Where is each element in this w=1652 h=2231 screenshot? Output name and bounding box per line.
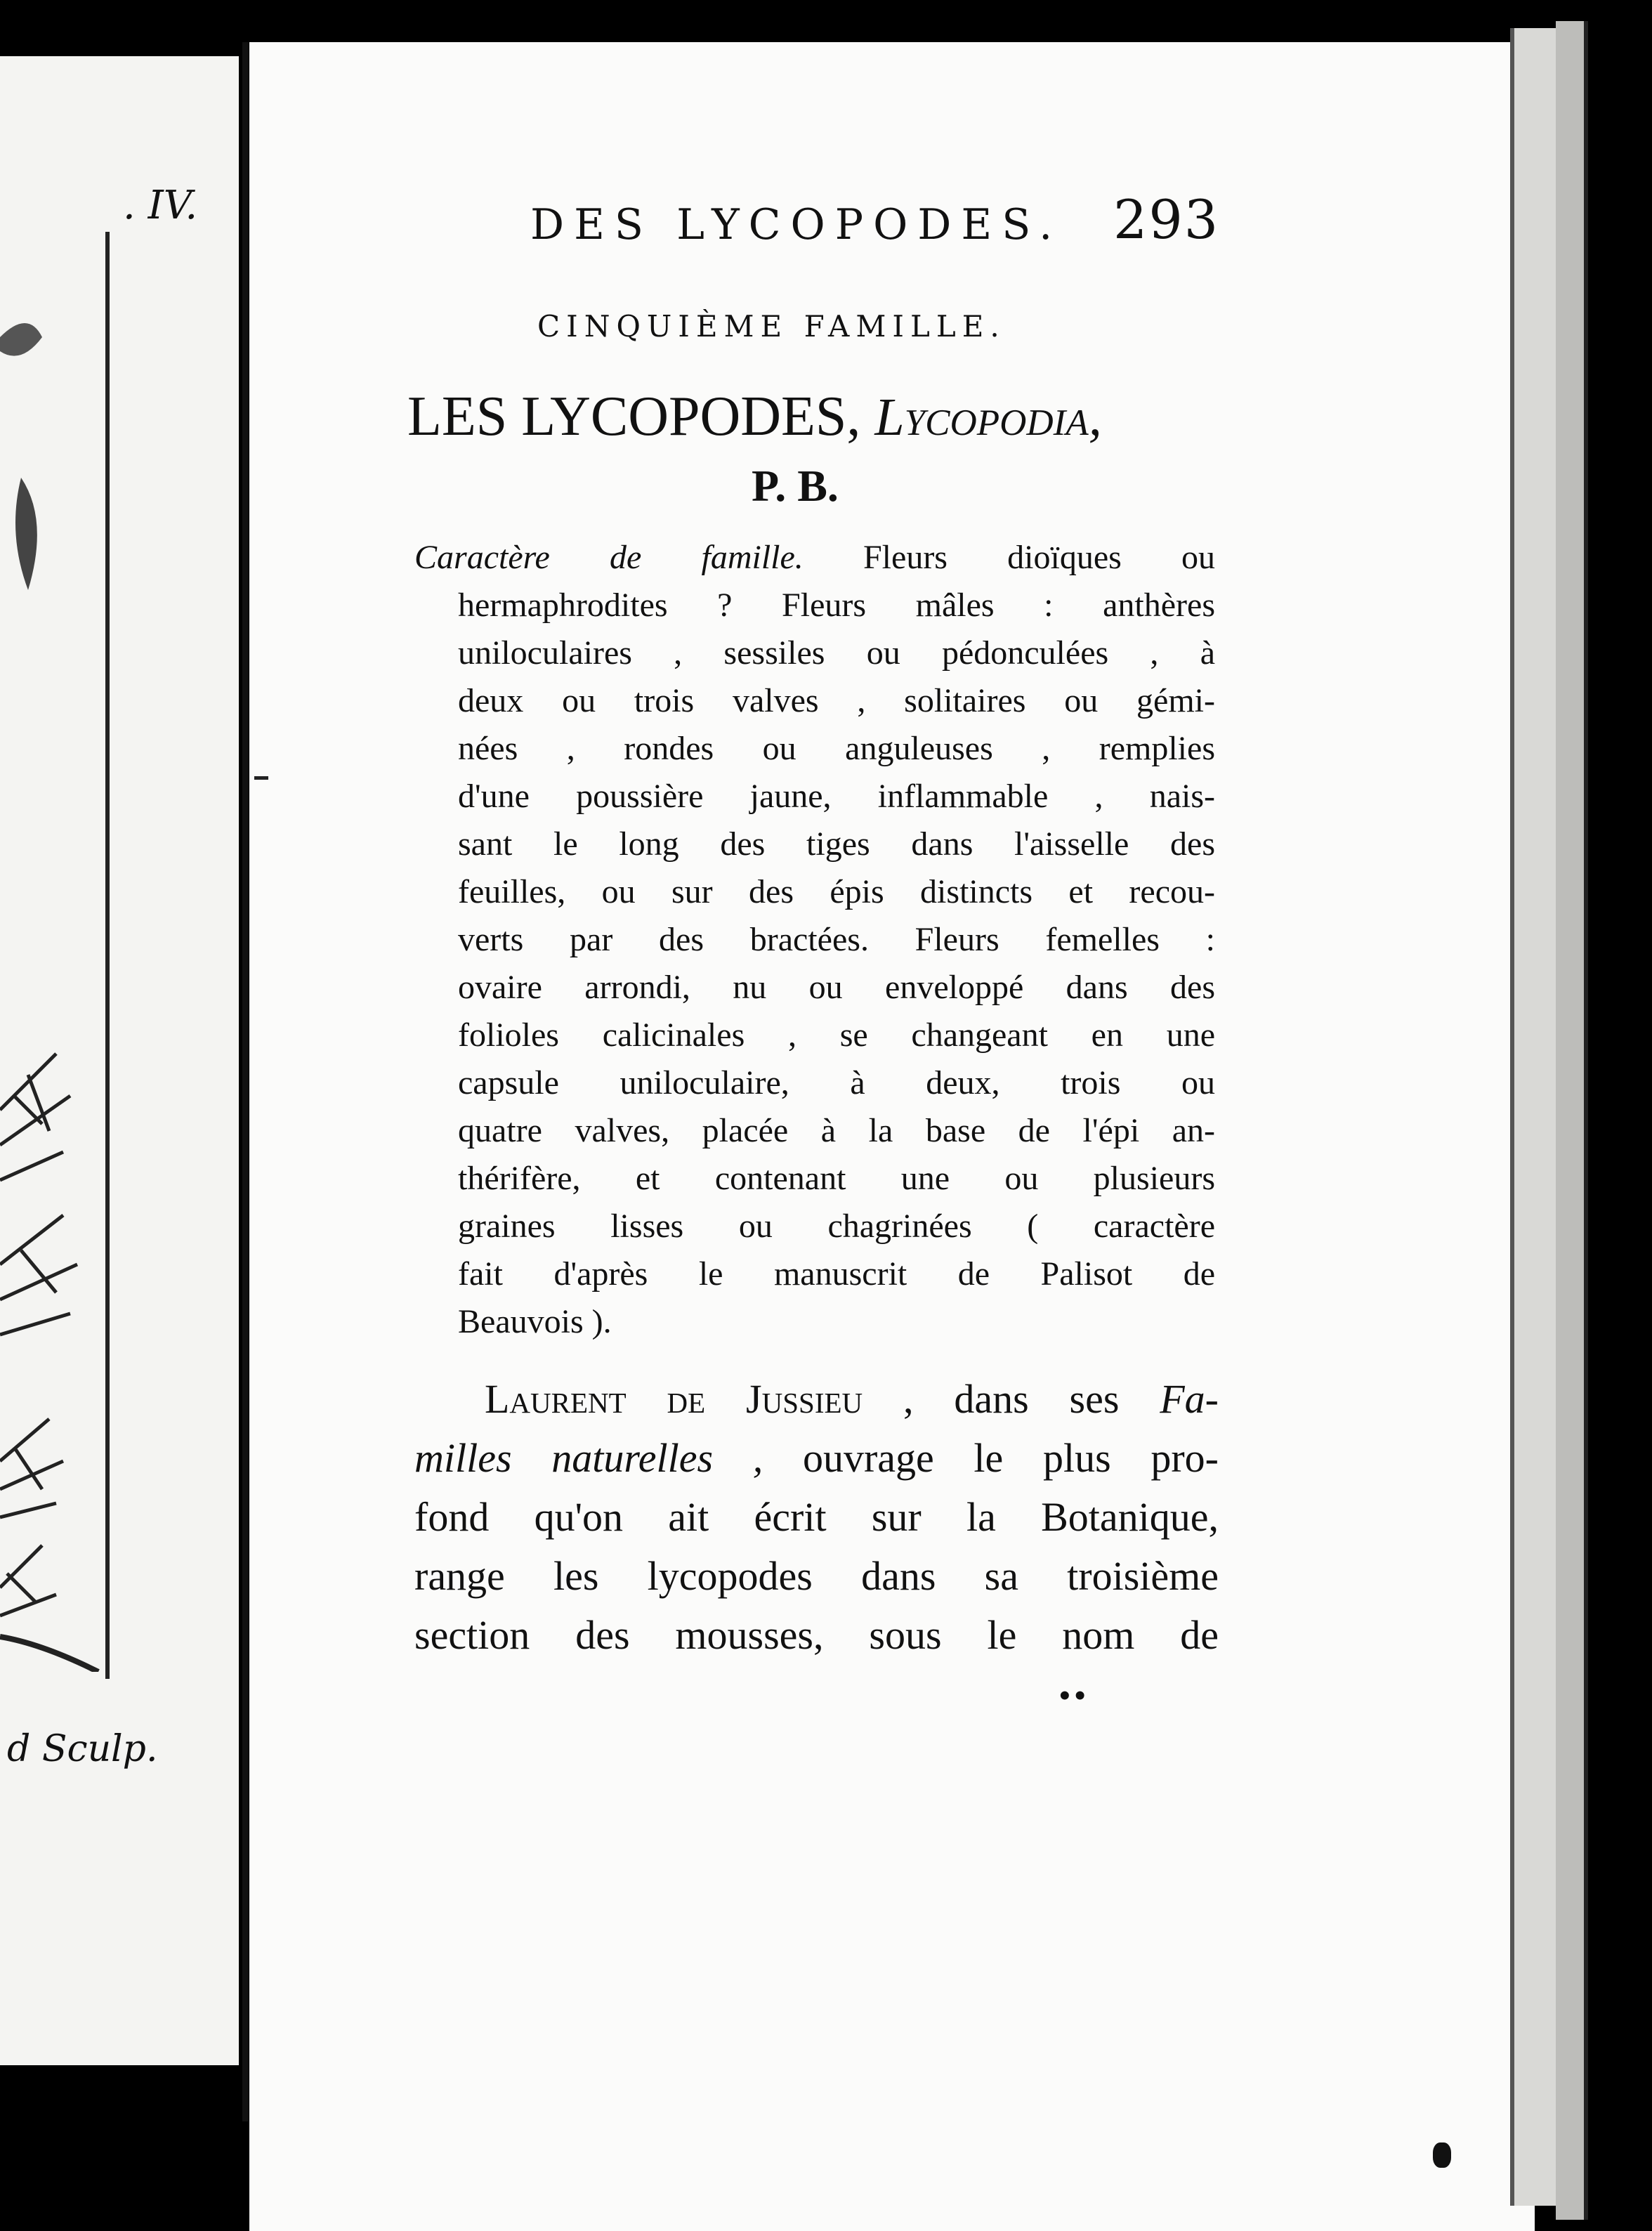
text-line: sant le long des tiges dans l'aisselle des — [458, 825, 1215, 863]
text-line: verts par des bractées. Fleurs femelles : — [458, 921, 1215, 958]
character-label: Caractère de famille. — [414, 539, 804, 576]
plate-number-label: . IV. — [123, 183, 198, 228]
text-line: milles naturelles , ouvrage le plus pro- — [414, 1435, 1219, 1481]
book-title-part: Fa- — [1160, 1376, 1219, 1422]
text-line: capsule uniloculaire, à deux, trois ou — [458, 1064, 1215, 1101]
book-title-part: milles naturelles , — [414, 1435, 763, 1481]
text-line: ovaire arrondi, nu ou enveloppé dans des — [458, 969, 1215, 1006]
section-title-french: LES LYCOPODES, — [407, 386, 875, 447]
running-head: DES LYCOPODES. — [530, 200, 1063, 249]
page-edge — [1510, 28, 1562, 2206]
text-line: Caractère de famille. Fleurs dioïques ou — [414, 539, 1215, 576]
text-line: folioles calicinales , se changeant en une — [458, 1016, 1215, 1054]
facing-page-plate — [0, 56, 239, 2065]
text-line: feuilles, ou sur des épis distincts et recou- — [458, 873, 1215, 910]
text-line: Laurent de Jussieu , dans ses Fa- — [485, 1376, 1219, 1422]
text-line: nées , rondes ou anguleuses , remplies — [458, 730, 1215, 767]
page-edge-outer — [1556, 21, 1588, 2220]
text-line: d'une poussière jaune, inflammable , nais- — [458, 778, 1215, 815]
page-number: 293 — [1113, 188, 1220, 251]
text-line: section des mousses, sous le nom de — [414, 1612, 1219, 1658]
section-title — [407, 385, 1102, 449]
scan-blemish — [1433, 2142, 1451, 2168]
text-line: Beauvois ). — [458, 1303, 612, 1340]
margin-mark — [254, 776, 268, 780]
text-line: thérifère, et contenant une ou plusieurs — [458, 1160, 1215, 1197]
text-line: fait d'après le manuscrit de Palisot de — [458, 1255, 1215, 1293]
text-line: quatre valves, placée à la base de l'épi an- — [458, 1112, 1215, 1149]
title-authority: P. B. — [752, 461, 839, 511]
section-title-latin: Lycopodia, — [874, 388, 1102, 447]
text-line: uniloculaires , sessiles ou pédonculées , à — [458, 634, 1215, 672]
text-line: deux ou trois valves , solitaires ou gémi- — [458, 682, 1215, 719]
text-line: graines lisses ou chagrinées ( caractère — [458, 1208, 1215, 1245]
engraver-credit: d Sculp. — [7, 1728, 158, 1770]
book-gutter — [242, 42, 248, 2121]
author-name: Laurent de Jussieu — [485, 1376, 863, 1422]
family-heading: CINQUIÈME FAMILLE. — [537, 309, 1006, 344]
lycopod-engraving-illustration — [0, 267, 112, 1672]
text-line: hermaphrodites ? Fleurs mâles : anthères — [458, 587, 1215, 624]
signature-mark: •• — [1057, 1682, 1088, 1710]
text-line: fond qu'on ait écrit sur la Botanique, — [414, 1494, 1219, 1540]
body-paragraph — [414, 1370, 1219, 1665]
family-character-paragraph — [414, 534, 1215, 1346]
text-line: range les lycopodes dans sa troisième — [414, 1553, 1219, 1599]
